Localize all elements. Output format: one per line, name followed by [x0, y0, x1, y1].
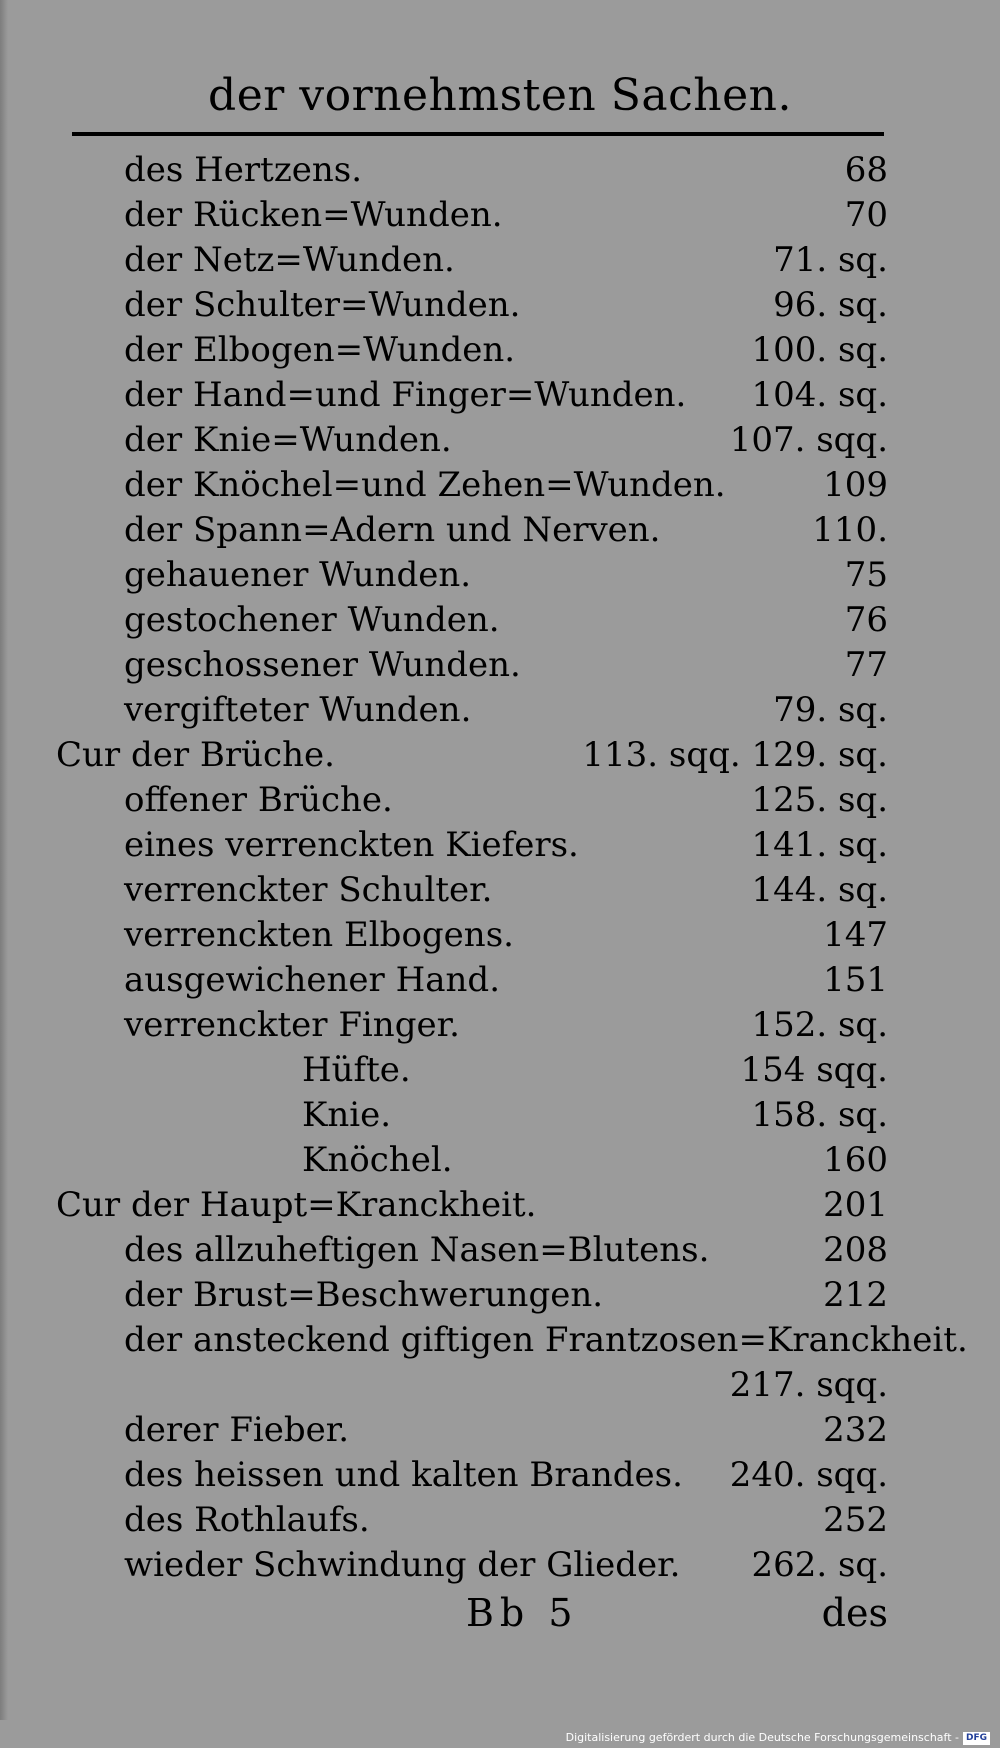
entry-pages: 147: [823, 915, 888, 955]
entry-label: verrenckter Schulter.: [124, 870, 493, 910]
entry-label: des allzuheftigen Nasen=Blutens.: [124, 1230, 710, 1270]
entry-label: der Hand=und Finger=Wunden.: [124, 375, 687, 415]
entry-label: der Elbogen=Wunden.: [124, 330, 516, 370]
entry-label: der Schulter=Wunden.: [124, 285, 521, 325]
entry-label: ausgewichener Hand.: [124, 960, 501, 1000]
entry-pages: 109: [823, 465, 888, 505]
index-entry: [0, 643, 1000, 688]
entry-label: der Brust=Beschwerungen.: [124, 1275, 604, 1315]
index-entry: [0, 1363, 1000, 1408]
index-entry: [0, 463, 1000, 508]
index-entry: [0, 1498, 1000, 1543]
entry-label: geschossener Wunden.: [124, 645, 521, 685]
entry-pages: 68: [844, 150, 888, 190]
entry-pages: 208: [823, 1230, 888, 1270]
entry-pages: 71. sq.: [773, 240, 888, 280]
index-entry: [0, 1408, 1000, 1453]
index-entry: [0, 1543, 1000, 1588]
entry-label: des heissen und kalten Brandes.: [124, 1455, 683, 1495]
index-entry: [0, 508, 1000, 553]
entry-label: des Rothlaufs.: [124, 1500, 370, 1540]
entry-pages: 104. sq.: [751, 375, 888, 415]
index-entry: [0, 598, 1000, 643]
entry-pages: 144. sq.: [751, 870, 888, 910]
entry-label: eines verrenckten Kiefers.: [124, 825, 579, 865]
entry-pages: 151: [823, 960, 888, 1000]
entry-pages: 96. sq.: [773, 285, 888, 325]
entry-pages: 154 sqq.: [740, 1050, 888, 1090]
entry-pages: 232: [823, 1410, 888, 1450]
entry-pages: 217. sqq.: [729, 1365, 888, 1405]
entry-pages: 212: [823, 1275, 888, 1315]
entry-label: Knöchel.: [302, 1140, 453, 1180]
entry-label: der Spann=Adern und Nerven.: [124, 510, 661, 550]
index-entry: [0, 1003, 1000, 1048]
entry-label: Hüfte.: [302, 1050, 411, 1090]
entry-label: Cur der Brüche.: [56, 735, 335, 775]
entry-pages: 252: [823, 1500, 888, 1540]
index-entry: [0, 1183, 1000, 1228]
entry-label: verrenckten Elbogens.: [124, 915, 514, 955]
entry-label: offener Brüche.: [124, 780, 393, 820]
digitization-credit: [566, 1730, 990, 1746]
page-footer: [0, 1588, 1000, 1638]
entry-pages: 201: [823, 1185, 888, 1225]
index-entries: [0, 148, 1000, 1588]
index-entry: [0, 913, 1000, 958]
index-entry: [0, 1453, 1000, 1498]
entry-pages: 76: [844, 600, 888, 640]
entry-pages: 107. sqq.: [729, 420, 888, 460]
credit-text: Digitalisierung gefördert durch die Deutsche Forschungsgemeinschaft -: [565, 1731, 959, 1744]
entry-label: Cur der Haupt=Kranckheit.: [56, 1185, 537, 1225]
entry-label: verrenckter Finger.: [124, 1005, 460, 1045]
entry-pages: 262. sq.: [751, 1545, 888, 1585]
entry-label: gestochener Wunden.: [124, 600, 500, 640]
entry-label: der Netz=Wunden.: [124, 240, 455, 280]
entry-pages: 141. sq.: [751, 825, 888, 865]
index-entry: [0, 1138, 1000, 1183]
entry-label: des Hertzens.: [124, 150, 363, 190]
entry-label: der Knöchel=und Zehen=Wunden.: [124, 465, 726, 505]
header-rule: [72, 132, 884, 136]
index-entry: [0, 418, 1000, 463]
entry-pages: 240. sqq.: [729, 1455, 888, 1495]
catchword: des: [821, 1591, 888, 1635]
dfg-logo: DFG: [963, 1732, 990, 1745]
index-entry: [0, 148, 1000, 193]
entry-pages: 125. sq.: [751, 780, 888, 820]
entry-label: der Rücken=Wunden.: [124, 195, 503, 235]
index-entry: [0, 958, 1000, 1003]
running-head: der vornehmsten Sachen.: [208, 70, 792, 121]
signature-mark: Bb 5: [466, 1591, 579, 1635]
entry-pages: 79. sq.: [773, 690, 888, 730]
entry-label: gehauener Wunden.: [124, 555, 472, 595]
entry-pages: 113. sqq. 129. sq.: [582, 735, 888, 775]
index-entry: [0, 328, 1000, 373]
index-entry: [0, 733, 1000, 778]
entry-label: wieder Schwindung der Glieder.: [124, 1545, 681, 1585]
index-entry: [0, 823, 1000, 868]
index-entry: [0, 553, 1000, 598]
entry-label: vergifteter Wunden.: [124, 690, 472, 730]
index-entry: [0, 778, 1000, 823]
entry-pages: 70: [844, 195, 888, 235]
index-entry: [0, 688, 1000, 733]
entry-label: der ansteckend giftigen Frantzosen=Kranckheit.: [124, 1320, 968, 1360]
entry-pages: 77: [844, 645, 888, 685]
index-entry: [0, 1228, 1000, 1273]
entry-pages: 75: [844, 555, 888, 595]
entry-pages: 100. sq.: [751, 330, 888, 370]
index-entry: [0, 868, 1000, 913]
entry-pages: 158. sq.: [751, 1095, 888, 1135]
index-entry: [0, 238, 1000, 283]
index-entry: [0, 1093, 1000, 1138]
index-entry: [0, 1048, 1000, 1093]
entry-pages: 152. sq.: [751, 1005, 888, 1045]
index-entry: [0, 1273, 1000, 1318]
index-entry: [0, 373, 1000, 418]
entry-label: derer Fieber.: [124, 1410, 350, 1450]
entry-label: der Knie=Wunden.: [124, 420, 452, 460]
index-entry: [0, 1318, 1000, 1363]
entry-label: Knie.: [302, 1095, 392, 1135]
entry-pages: 110.: [812, 510, 888, 550]
entry-pages: 160: [823, 1140, 888, 1180]
index-entry: [0, 193, 1000, 238]
index-entry: [0, 283, 1000, 328]
